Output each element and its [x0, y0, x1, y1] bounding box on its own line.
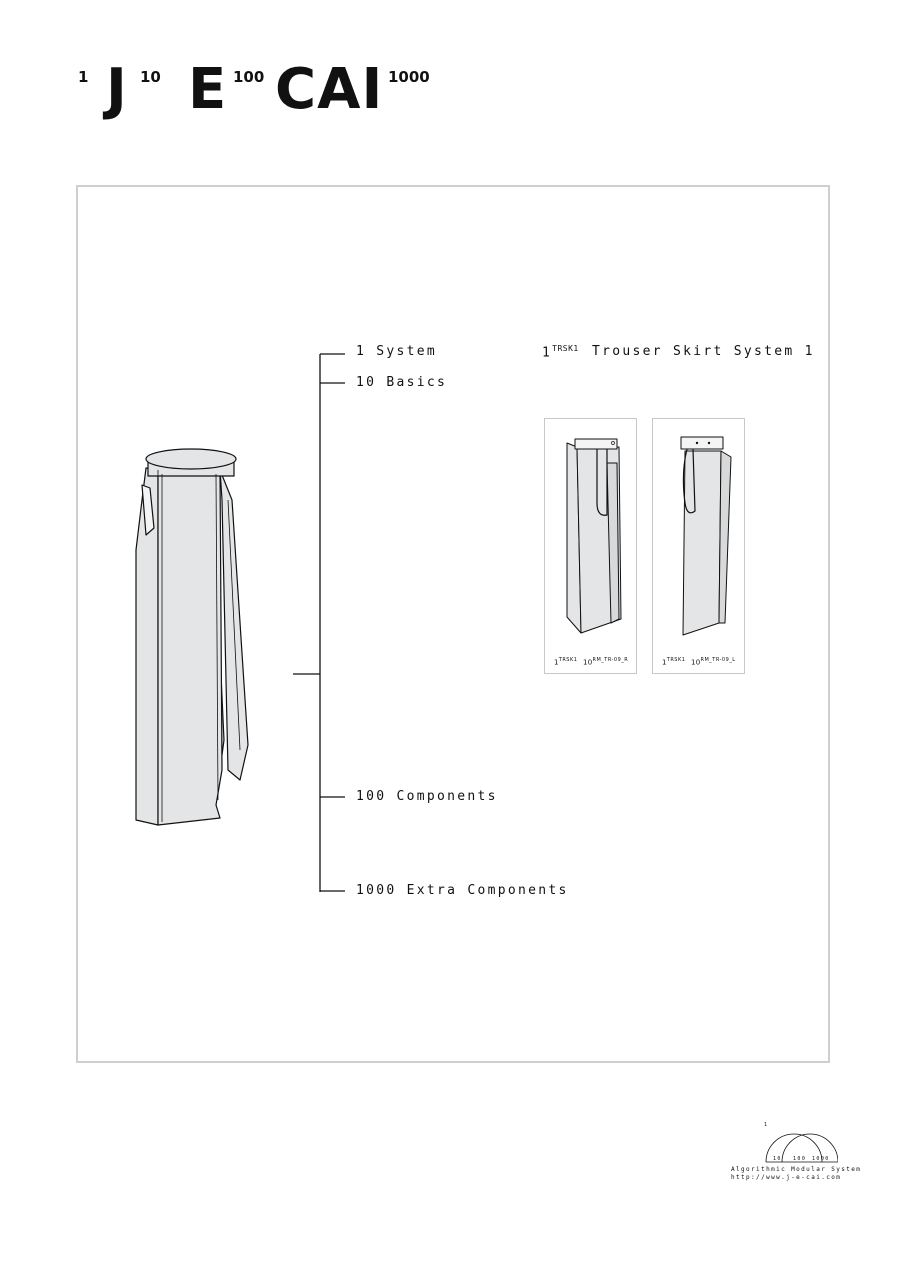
- card-left-code: $1^{TRSK1}$: [662, 657, 686, 667]
- logo-letters-cai: CAI: [275, 57, 384, 122]
- basic-card-left[interactable]: [652, 418, 745, 674]
- level-basics-label: 10 Basics: [356, 375, 448, 390]
- logo-level-1000: 1000: [388, 68, 430, 86]
- trouser-skirt-illustration: [128, 440, 258, 835]
- logo-level-1: 1: [78, 68, 89, 86]
- level-extra-components-label: 1000 Extra Components: [356, 883, 569, 898]
- level-system-label: 1 System: [356, 344, 438, 359]
- mark-label-10: 10: [773, 1156, 782, 1162]
- hierarchy-tree-lines: [290, 350, 350, 900]
- mark-label-1: 1: [764, 1122, 769, 1128]
- product-name: Trouser Skirt System 1: [592, 344, 815, 359]
- basic-card-right[interactable]: [544, 418, 637, 674]
- footer-url-link[interactable]: http://www.j-e-cai.com: [731, 1174, 842, 1181]
- level-components-label: 100 Components: [356, 789, 498, 804]
- logo-letter-e: E: [188, 57, 228, 122]
- mark-label-1000: 1000: [812, 1156, 830, 1162]
- product-code: $1^{TRSK1}$: [542, 344, 579, 361]
- logo-letter-j: J: [106, 57, 128, 122]
- logo-level-100: 100: [233, 68, 265, 86]
- card-right-code: $1^{TRSK1}$: [554, 657, 578, 667]
- trouser-right-panel-drawing: [555, 433, 627, 643]
- footer-tagline: Algorithmic Modular System: [731, 1166, 862, 1173]
- mark-label-100: 100: [793, 1156, 807, 1162]
- trouser-left-panel-drawing: [665, 433, 735, 643]
- card-right-part: $10^{RM\_TR-09\_R}$: [583, 657, 629, 667]
- logo-level-10: 10: [140, 68, 161, 86]
- card-left-part: $10^{RM\_TR-09\_L}$: [691, 657, 736, 667]
